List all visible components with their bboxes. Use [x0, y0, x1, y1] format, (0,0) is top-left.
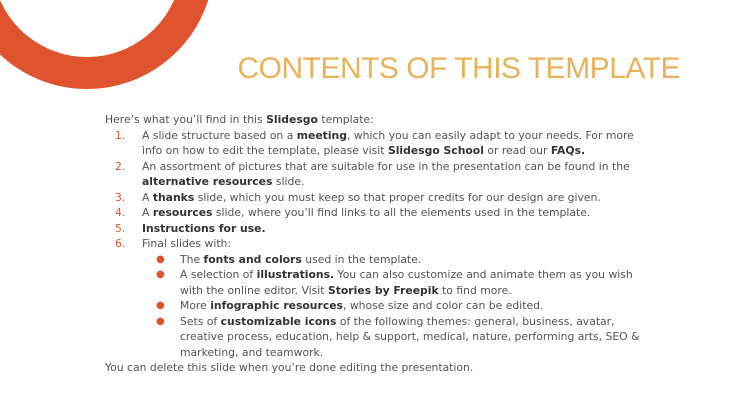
slidesgo-school-link: Slidesgo School [387, 144, 484, 157]
item-number: 1. [115, 128, 126, 142]
bullet-icon: ● [156, 269, 165, 280]
sublist-item: ● The fonts and colors used in the template. [156, 252, 422, 266]
list-item: 3. A thanks slide, which you must keep so that proper credits for our design are given. [115, 190, 601, 204]
item-number: 4. [115, 206, 126, 219]
outro-line: You can delete this slide when you’re done editing the presentation. [105, 361, 474, 374]
slide-body [105, 112, 650, 376]
bullet-icon: ● [156, 253, 165, 265]
sublist-item: ● A selection of illustrations. You can also customize and animate them as you wish with the online editor. Visit Stories by Freepik to find more. [156, 268, 633, 297]
item-number: 5. [115, 221, 126, 235]
bullet-icon: ● [156, 300, 165, 311]
list-item: 6. Final slides with: ● The fonts and colors used in the template. ● A selection of illustrations. You can also customize and animate them as you wish with the online editor. Visit Stories by Freepik to find more. ● More infographic resources, whose size and color can be edited. ● Sets of customizable icons of the following themes: general, business, avatar, creative process, education, help & support, medical, nature, performing arts, SEO & marketing, and teamwork. [105, 236, 650, 360]
sublist-item: ● Sets of customizable icons of the following themes: general, business, avatar, creative process, education, help & support, medical, nature, performing arts, SEO & marketing, and teamwork. [156, 314, 640, 359]
list-item: 2. An assortment of pictures that are suitable for use in the presentation can be found in the alternative resources slide. [115, 159, 630, 188]
list-item: 4. A resources slide, where you’ll find links to all the elements used in the template. [115, 206, 591, 219]
item-number: 6. [115, 237, 126, 250]
stories-by-freepik-link: Stories by Freepik [327, 283, 439, 297]
sublist-item: ● More infographic resources, whose size and color can be edited. [156, 299, 544, 312]
intro-line: Here’s what you’ll find in this Slidesgo template: [105, 113, 374, 126]
bullet-icon: ● [156, 315, 165, 327]
item-number: 2. [115, 159, 126, 173]
faqs-link: FAQs. [550, 144, 586, 157]
item-number: 3. [115, 190, 126, 204]
contents-list [105, 128, 650, 361]
list-item: 1. A slide structure based on a meeting, which you can easily adapt to your needs. For more info on how to edit the template, please visit Slidesgo School or read our FAQs. [115, 128, 634, 157]
slide-title: CONTENTS OF THIS TEMPLATE [237, 52, 680, 85]
list-item: 5. Instructions for use. [115, 221, 266, 235]
final-slides-sublist [142, 252, 650, 361]
